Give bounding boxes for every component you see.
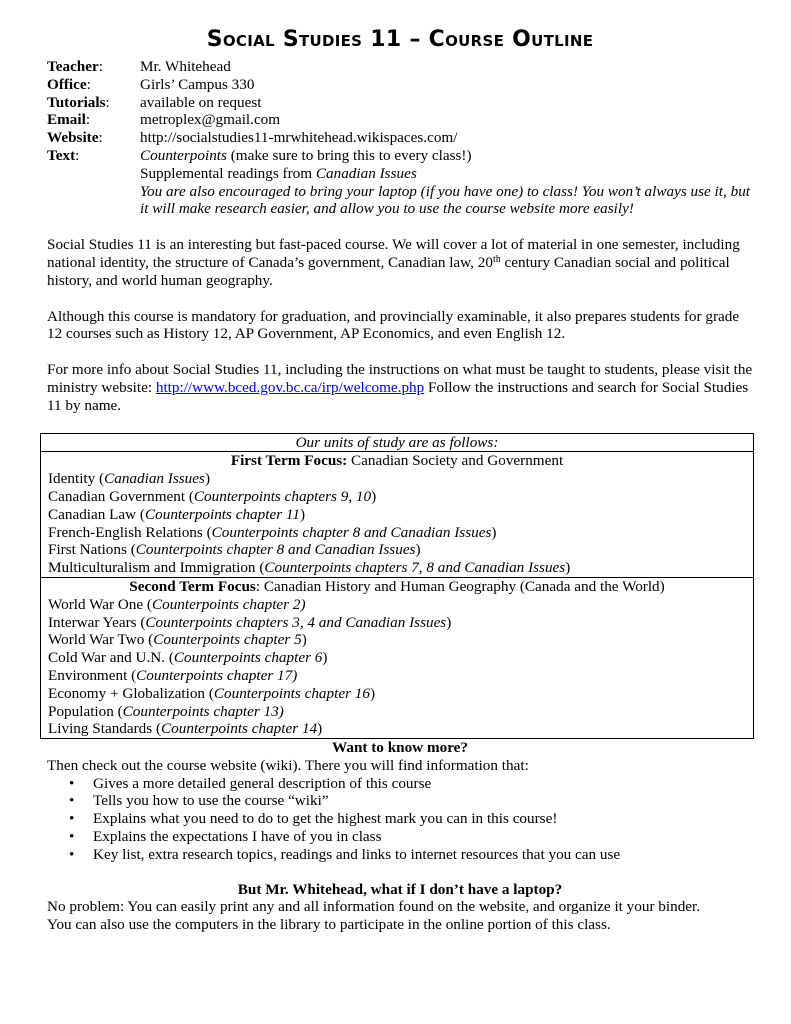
tutorials-label: Tutorials:	[47, 93, 110, 111]
unit-reference: Counterpoints chapter 13)	[122, 702, 284, 720]
unit-reference: Counterpoints chapter 16	[213, 684, 370, 702]
second-unit-item	[41, 596, 753, 614]
unit-reference: Counterpoints chapters 3, 4 and Canadian Issues	[145, 613, 447, 631]
units-caption: Our units of study are as follows:	[295, 433, 499, 451]
laptop-note: You are also encouraged to bring your laptop (if you have one) to class! You won’t always use it, but it will make research easier, and allow you to use the course website more easily!	[140, 182, 751, 218]
unit-name: Living Standards (	[48, 720, 162, 738]
first-term-section	[41, 451, 753, 577]
unit-reference: Counterpoints chapter 6	[173, 649, 323, 667]
second-unit-item	[41, 667, 753, 685]
second-unit-item	[41, 720, 753, 738]
text-label: Text:	[47, 146, 80, 164]
unit-name: Economy + Globalization (	[48, 684, 214, 702]
first-term-list	[41, 470, 753, 577]
unit-reference: Counterpoints chapter 11	[145, 505, 300, 523]
unit-reference: Canadian Issues	[104, 470, 205, 488]
page-title: Social Studies 11 – Course Outline	[206, 27, 594, 52]
unit-name: French-English Relations (	[48, 523, 212, 541]
unit-name: Canadian Government (	[48, 487, 194, 505]
second-unit-item	[41, 631, 753, 649]
unit-close: )	[322, 649, 328, 667]
ministry-text-b: Follow the instructions and search for Social Studies 11 by name.	[47, 378, 749, 414]
textbook-note: (make sure to bring this to every class!)	[226, 146, 472, 164]
email-label: Email:	[47, 111, 91, 129]
info-bullet-item: • Gives a more detailed general description of this course	[47, 775, 753, 793]
unit-close: )	[371, 487, 377, 505]
intro-text-b: century Canadian social and political history, and world human geography.	[47, 253, 730, 289]
unit-name: Environment (	[48, 666, 137, 684]
unit-name: World War Two (	[48, 631, 154, 649]
want-more-heading: Want to know more?	[332, 739, 468, 757]
unit-close: )	[204, 470, 210, 488]
unit-reference: Counterpoints chapter 17)	[136, 666, 298, 684]
second-unit-item	[41, 703, 753, 721]
teacher-label: Teacher:	[47, 58, 103, 75]
info-bullet-item: • Key list, extra research topics, readings and links to internet resources that you can use	[47, 846, 753, 864]
second-unit-item	[41, 649, 753, 667]
first-unit-item	[41, 541, 753, 559]
ministry-link[interactable]: http://www.bced.gov.bc.ca/irp/welcome.php	[155, 378, 425, 396]
office-label: Office:	[47, 75, 91, 93]
tutorials-value: available on request	[140, 93, 262, 111]
intro-paragraph	[47, 236, 753, 289]
unit-close: )	[446, 613, 452, 631]
supplemental-line	[140, 165, 753, 183]
unit-reference: Counterpoints chapters 7, 8 and Canadian Issues	[264, 559, 566, 577]
info-bullet-item: • Explains the expectations I have of you in class	[47, 828, 753, 846]
text-value	[140, 147, 753, 218]
unit-close: )	[491, 523, 497, 541]
first-term-heading: First Term Focus: Canadian Society and Government	[230, 452, 564, 470]
unit-close: )	[369, 684, 376, 702]
info-bullet-list	[47, 775, 753, 864]
laptop-question: But Mr. Whitehead, what if I don’t have a laptop?	[237, 880, 563, 898]
website-value: http://socialstudies11-mrwhitehead.wikispaces.com/	[140, 129, 458, 147]
want-more-intro: Then check out the course website (wiki). There you will find information that:	[47, 756, 529, 774]
unit-reference: Counterpoints chapter 2)	[151, 595, 306, 613]
unit-close: )	[317, 720, 323, 738]
unit-name: Cold War and U.N. (	[48, 649, 174, 667]
website-label: Website:	[47, 129, 103, 147]
unit-reference: Counterpoints chapters 9, 10	[193, 487, 372, 505]
second-unit-item	[41, 685, 753, 703]
email-value: metroplex@gmail.com	[140, 111, 281, 129]
info-bullet-item: • Tells you how to use the course “wiki”	[47, 792, 753, 810]
first-unit-item	[41, 524, 753, 542]
unit-name: Population (	[48, 702, 123, 720]
info-bullet-item: • Explains what you need to do to get the highest mark you can in this course!	[47, 810, 753, 828]
course-info	[47, 58, 753, 218]
office-value: Girls’ Campus 330	[140, 75, 255, 93]
first-unit-item	[41, 506, 753, 524]
first-unit-item	[41, 559, 753, 577]
unit-name: Interwar Years (	[48, 613, 146, 631]
second-unit-item	[41, 614, 753, 632]
unit-close: )	[301, 631, 307, 649]
second-term-heading: Second Term Focus: Canadian History and Human Geography (Canada and the World)	[129, 577, 665, 595]
unit-name: Canadian Law (	[48, 505, 145, 523]
intro-text-a: Social Studies 11 is an interesting but fast-paced course. We will cover a lot of material in one semester, including national identity, the structure of Canada’s government, Canadian law, 20	[47, 236, 740, 271]
mandatory-paragraph: Although this course is mandatory for graduation, and provincially examinable, it also prepares students for grade 12 courses such as History 12, AP Government, AP Economics, and even English 12.	[47, 307, 740, 343]
unit-close: )	[565, 559, 571, 577]
ministry-paragraph	[47, 361, 753, 414]
ministry-text-a: For more info about Social Studies 11, including the instructions on what must be taught to students, please visit the ministry website:	[47, 361, 753, 396]
teacher-value: Mr. Whitehead	[140, 58, 231, 75]
unit-name: World War One (	[48, 595, 152, 613]
unit-reference: Counterpoints chapter 14	[161, 720, 318, 738]
unit-name: Multiculturalism and Immigration (	[48, 559, 265, 577]
supplemental-title: Canadian Issues	[315, 164, 417, 182]
unit-close: )	[299, 505, 306, 523]
unit-reference: Counterpoints chapter 5	[153, 631, 302, 649]
unit-close: )	[415, 541, 421, 559]
second-term-section	[41, 577, 753, 738]
units-table	[40, 433, 754, 740]
laptop-answer-line2: You can also use the computers in the library to participate in the online portion of this class.	[47, 916, 611, 934]
first-unit-item	[41, 488, 753, 506]
supplemental-prefix: Supplemental readings from	[140, 164, 316, 182]
unit-reference: Counterpoints chapter 8 and Canadian Issues	[135, 541, 416, 559]
unit-name: First Nations (	[48, 541, 136, 559]
textbook-title: Counterpoints	[140, 146, 227, 164]
textbook-line	[140, 147, 753, 165]
laptop-answer-line1: No problem: You can easily print any and all information found on the website, and organize it your binder.	[47, 898, 701, 916]
document-page	[47, 28, 753, 934]
intro-superscript: th	[492, 253, 501, 265]
unit-name: Identity (	[48, 470, 105, 488]
unit-reference: Counterpoints chapter 8 and Canadian Issues	[211, 523, 492, 541]
first-unit-item	[41, 470, 753, 488]
second-term-list	[41, 596, 753, 738]
